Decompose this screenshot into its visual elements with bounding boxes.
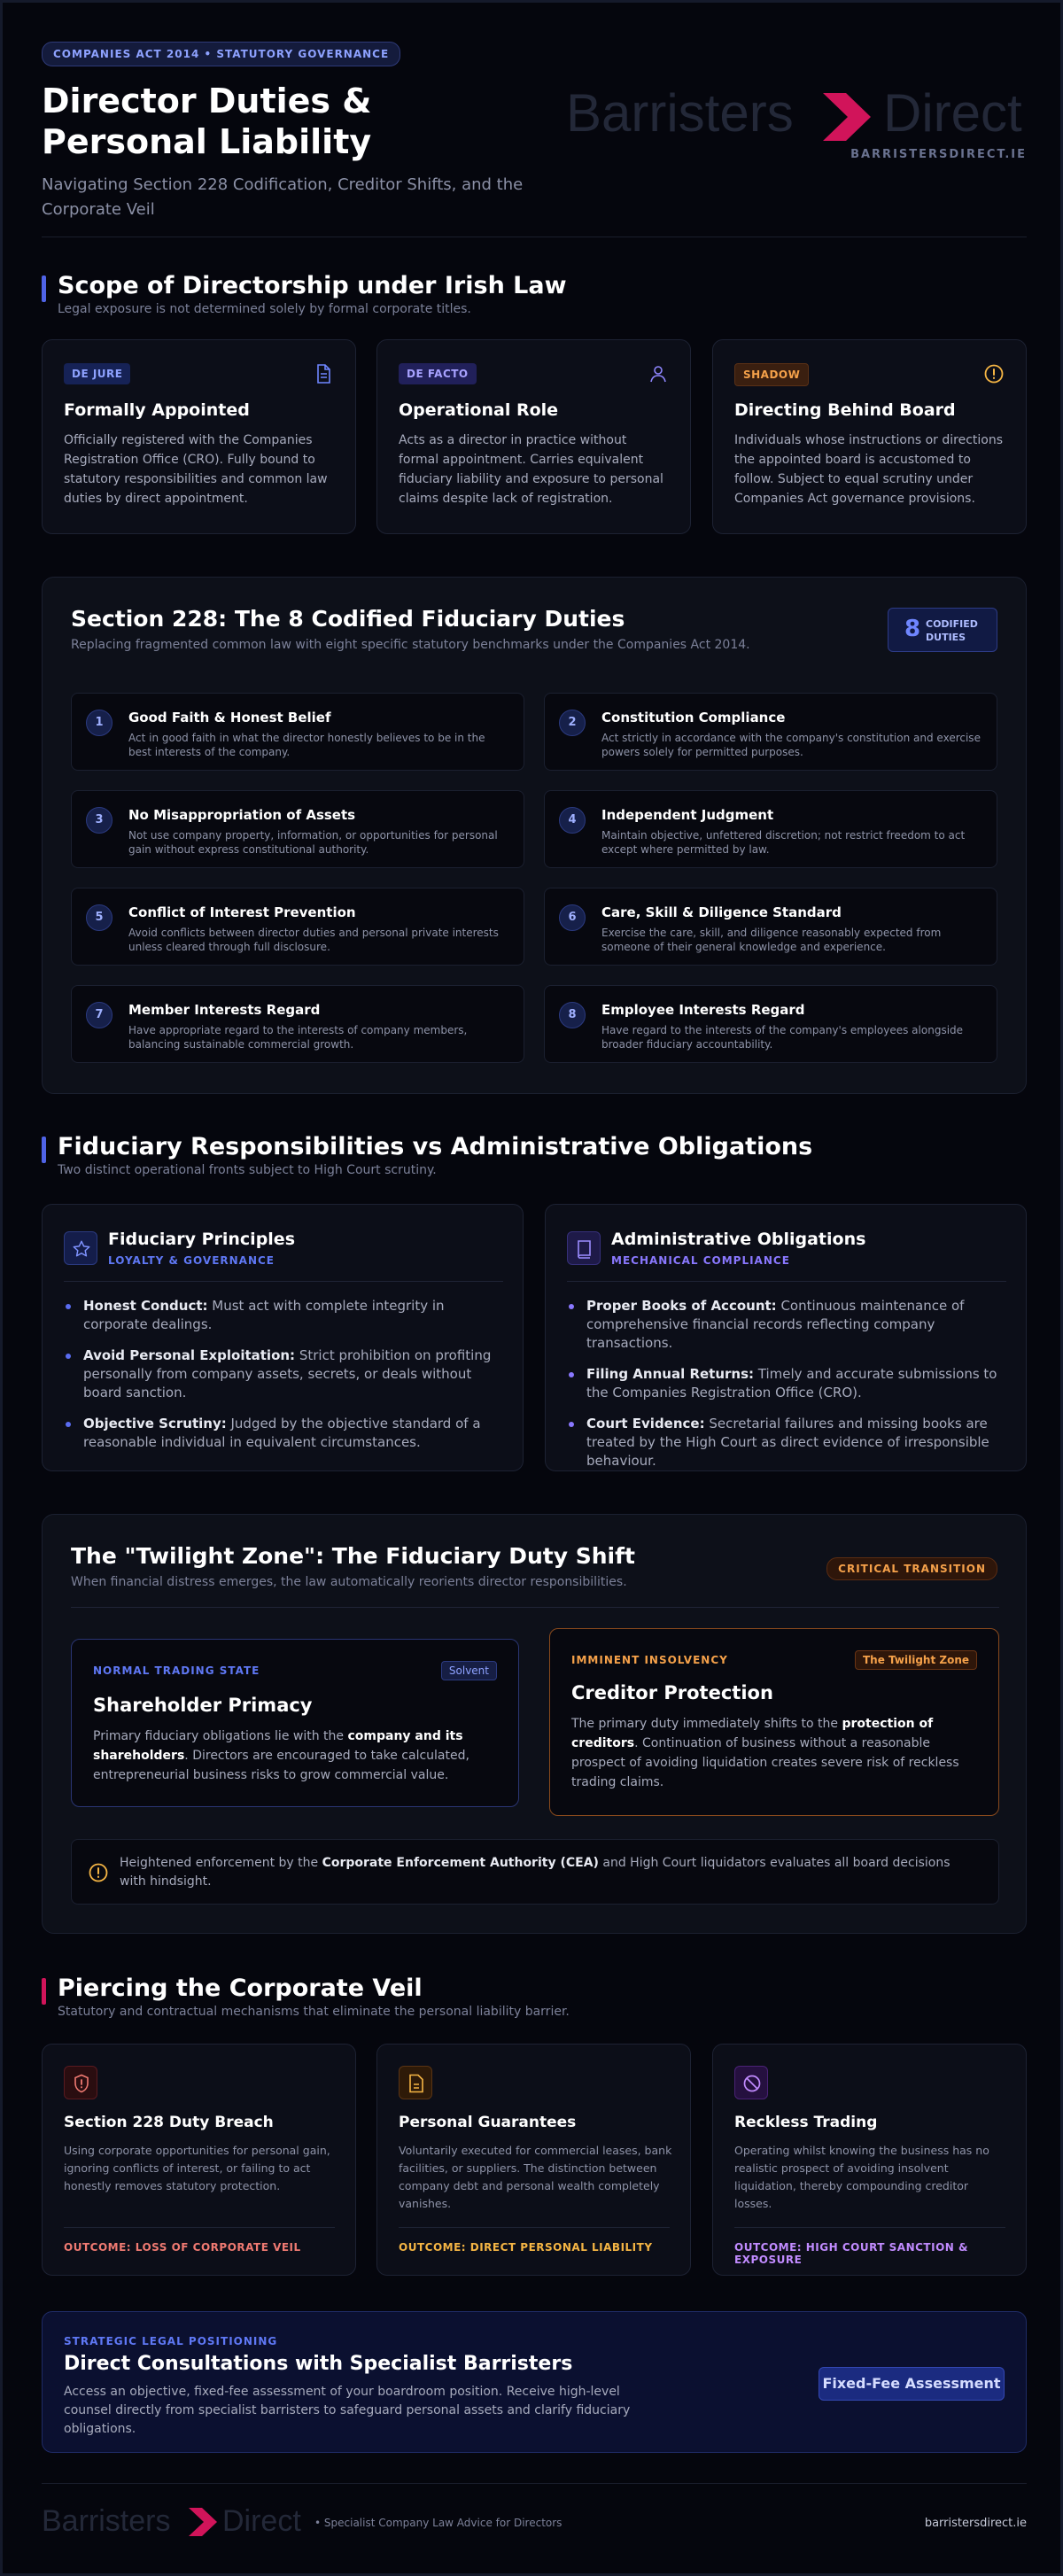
duty-item: [71, 985, 524, 1063]
card-text: Officially registered with the Companies Registration Office (CRO). Fully bound to statutory responsibilities and common law duties by direct appointment.: [64, 433, 328, 506]
panel-title: The "Twilight Zone": The Fiduciary Duty Shift: [71, 1543, 635, 1569]
shield-alert-icon: [73, 2074, 90, 2093]
card-text: Operating whilst knowing the business has no realistic prospect of avoiding insolvent liquidation, thereby compounding creditor losses.: [734, 2144, 989, 2210]
list-item: Court Evidence: Secretarial failures and missing books are treated by the High Court as direct evidence of irresponsible behaviour.: [567, 1415, 1010, 1470]
duty-title: Constitution Compliance: [601, 710, 786, 725]
duty-item: [71, 888, 524, 966]
chevron-logo-icon: [816, 89, 878, 144]
duty-number: 5: [86, 904, 113, 931]
duties-count-label-1: CODIFIED: [926, 618, 978, 630]
state-label: IMMINENT INSOLVENCY: [571, 1654, 728, 1666]
panel-title: Section 228: The 8 Codified Fiduciary Duties: [71, 606, 625, 632]
card-title: Formally Appointed: [64, 400, 250, 420]
duty-text: Not use company property, information, or opportunities for personal gain without express constitutional authority.: [128, 829, 498, 856]
duties-count: 8: [904, 616, 921, 642]
fiduciary-section-header: [42, 1133, 812, 1177]
duty-item: [544, 790, 997, 868]
list-item: Honest Conduct: Must act with complete integrity in corporate dealings.: [64, 1297, 507, 1334]
info-icon: [983, 363, 1005, 384]
card-divider: [64, 2227, 335, 2228]
card-title: Shareholder Primacy: [93, 1695, 313, 1716]
duty-number: 1: [86, 710, 113, 736]
logo-word-right: Direct: [883, 83, 1022, 143]
codified-duties-counter: [888, 608, 997, 652]
shadow-badge: SHADOW: [734, 363, 809, 386]
veil-section-header: [42, 1975, 570, 2019]
footer-url-link[interactable]: barristersdirect.ie: [924, 2517, 1027, 2530]
veil-card-personal-guarantees: [376, 2044, 691, 2276]
footer-tagline: • Specialist Company Law Advice for Directors: [314, 2517, 563, 2529]
duty-number: 4: [559, 807, 586, 834]
duties-count-label-2: DUTIES: [926, 632, 966, 643]
card-title: Operational Role: [399, 400, 559, 420]
critical-transition-badge: CRITICAL TRANSITION: [826, 1557, 997, 1580]
duty-item: [544, 985, 997, 1063]
de-facto-badge: DE FACTO: [399, 363, 477, 384]
footer-logo-left: Barristers: [42, 2504, 171, 2538]
list-item: Avoid Personal Exploitation: Strict prohibition on profiting personally from company assets, secrets, or deals without board sanction.: [64, 1346, 507, 1402]
duty-number: 2: [559, 710, 586, 736]
veil-card-duty-breach: [42, 2044, 356, 2276]
card-text: Acts as a director in practice without formal appointment. Carries equivalent fiduciary liability and exposure to personal claims despite lack of registration.: [399, 433, 663, 506]
footer-logo-right: Direct: [222, 2504, 301, 2538]
duty-text: Have regard to the interests of the company's employees alongside broader fiduciary accountability.: [601, 1024, 964, 1051]
outcome-label: OUTCOME: DIRECT PERSONAL LIABILITY: [399, 2241, 653, 2254]
duty-title: Member Interests Regard: [128, 1002, 321, 1018]
book-icon-box: [567, 1231, 601, 1265]
shareholder-primacy-card: [71, 1639, 519, 1807]
footer-divider: [42, 2483, 1027, 2484]
note-text: Heightened enforcement by the Corporate Enforcement Authority (CEA) and High Court liquidators evaluates all board decisions with hindsight.: [120, 1856, 950, 1889]
admin-list: [567, 1297, 1010, 1483]
card-title: Section 228 Duty Breach: [64, 2114, 274, 2131]
duty-title: No Misappropriation of Assets: [128, 807, 356, 823]
card-text: Voluntarily executed for commercial leases, bank facilities, or suppliers. The distinction between company debt and personal wealth completely vanishes.: [399, 2144, 672, 2210]
card-title: Administrative Obligations: [611, 1230, 866, 1249]
fixed-fee-assessment-button[interactable]: Fixed-Fee Assessment: [819, 2367, 1005, 2401]
book-icon: [576, 1239, 594, 1259]
card-title: Fiduciary Principles: [108, 1230, 296, 1249]
page-title: Director Duties & Personal Liability: [42, 81, 372, 161]
duty-title: Conflict of Interest Prevention: [128, 904, 356, 920]
cta-label: STRATEGIC LEGAL POSITIONING: [64, 2335, 278, 2347]
duty-item: [71, 790, 524, 868]
section-accent-bar: [42, 1978, 46, 2005]
duty-title: Care, Skill & Diligence Standard: [601, 904, 842, 920]
page-subtitle: Navigating Section 228 Codification, Creditor Shifts, and the Corporate Veil: [42, 175, 524, 219]
outcome-label: OUTCOME: LOSS OF CORPORATE VEIL: [64, 2241, 301, 2254]
section-accent-bar: [42, 275, 46, 302]
cta-title: Direct Consultations with Specialist Barristers: [64, 2353, 573, 2375]
solvent-tag: Solvent: [441, 1661, 497, 1680]
section-title: Piercing the Corporate Veil: [58, 1975, 423, 2002]
prohibited-icon-box: [734, 2066, 768, 2099]
alert-icon: [88, 1862, 109, 1883]
de-jure-badge: DE JURE: [64, 363, 130, 384]
twilight-zone-panel: [42, 1514, 1027, 1934]
scope-card-shadow: [712, 339, 1027, 534]
card-title: Directing Behind Board: [734, 400, 956, 420]
card-divider: [64, 1281, 503, 1282]
fiduciary-principles-card: [42, 1204, 524, 1471]
cta-text: Access an objective, fixed-fee assessment of your boardroom position. Receive high-level counsel directly from specialist barristers to safeguard personal assets and clarify fiduciary obligations.: [64, 2385, 631, 2436]
category-pill: COMPANIES ACT 2014 • STATUTORY GOVERNANCE: [42, 42, 400, 66]
card-text: Primary fiduciary obligations lie with the company and its shareholders. Directors are encouraged to take calculated, entrepreneurial business risks to grow commercial value.: [93, 1729, 469, 1782]
list-item: Proper Books of Account: Continuous maintenance of comprehensive financial records reflecting company transactions.: [567, 1297, 1010, 1353]
duty-text: Exercise the care, skill, and diligence reasonably expected from someone of their general knowledge and experience.: [601, 927, 942, 953]
consultation-cta: [42, 2311, 1027, 2453]
section-subtitle: Legal exposure is not determined solely by formal corporate titles.: [58, 302, 471, 316]
panel-divider: [71, 1607, 999, 1608]
duty-item: [544, 693, 997, 771]
duty-number: 6: [559, 904, 586, 931]
card-divider: [567, 1281, 1006, 1282]
list-item: Objective Scrutiny: Judged by the objective standard of a reasonable individual in equivalent circumstances.: [64, 1415, 507, 1452]
duty-text: Have appropriate regard to the interests of company members, balancing sustainable commercial growth.: [128, 1024, 468, 1051]
administrative-obligations-card: [545, 1204, 1027, 1471]
page-header: [42, 42, 1027, 222]
card-title: Reckless Trading: [734, 2114, 878, 2131]
section-subtitle: Two distinct operational fronts subject to High Court scrutiny.: [58, 1163, 437, 1177]
veil-card-reckless-trading: [712, 2044, 1027, 2276]
outcome-label: OUTCOME: HIGH COURT SANCTION & EXPOSURE: [734, 2241, 968, 2266]
duty-number: 8: [559, 1002, 586, 1028]
document-icon: [313, 363, 334, 384]
section-accent-bar: [42, 1137, 46, 1163]
card-divider: [399, 2227, 670, 2228]
duty-text: Act in good faith in what the director honestly believes to be in the best interests of the company.: [128, 732, 485, 758]
panel-subtitle: Replacing fragmented common law with eight specific statutory benchmarks under the Companies Act 2014.: [71, 638, 750, 652]
duty-text: Act strictly in accordance with the company's constitution and exercise powers solely for permitted purposes.: [601, 732, 981, 758]
file-icon-box: [399, 2066, 432, 2099]
twilight-zone-tag: The Twilight Zone: [855, 1650, 977, 1670]
star-icon: [72, 1239, 91, 1259]
file-icon: [408, 2074, 424, 2093]
scope-section-header: [42, 272, 567, 316]
card-title: Creditor Protection: [571, 1682, 773, 1703]
card-title: Personal Guarantees: [399, 2114, 577, 2131]
section-title: Fiduciary Responsibilities vs Administrative Obligations: [58, 1133, 813, 1160]
duty-title: Independent Judgment: [601, 807, 774, 823]
duty-title: Good Faith & Honest Belief: [128, 710, 331, 725]
chevron-logo-icon: [185, 2506, 221, 2538]
section-title: Scope of Directorship under Irish Law: [58, 272, 567, 299]
duty-text: Maintain objective, unfettered discretion; not restrict freedom to act except where permitted by law.: [601, 829, 966, 856]
card-text: Using corporate opportunities for personal gain, ignoring conflicts of interest, or failing to act honestly removes statutory protection.: [64, 2144, 330, 2192]
fiduciary-list: [64, 1297, 507, 1464]
card-text: Individuals whose instructions or directions the appointed board is accustomed to follow. Subject to equal scrutiny under Companies Act governance provisions.: [734, 433, 1004, 506]
section-228-panel: [42, 577, 1027, 1094]
scope-card-de-jure: [42, 339, 356, 534]
state-label: NORMAL TRADING STATE: [93, 1664, 260, 1677]
logo-word-left: Barristers: [566, 83, 794, 143]
duty-number: 3: [86, 807, 113, 834]
creditor-protection-card: [549, 1628, 999, 1816]
page-footer: [42, 2502, 1027, 2545]
section-subtitle: Statutory and contractual mechanisms that eliminate the personal liability barrier.: [58, 2005, 570, 2019]
brand-logo[interactable]: [566, 82, 1027, 153]
duty-number: 7: [86, 1002, 113, 1028]
panel-subtitle: When financial distress emerges, the law automatically reorients director responsibilities.: [71, 1575, 627, 1589]
user-icon: [648, 363, 669, 384]
duty-item: [71, 693, 524, 771]
duty-text: Avoid conflicts between director duties and personal private interests unless cleared through full disclosure.: [128, 927, 499, 953]
duty-title: Employee Interests Regard: [601, 1002, 805, 1018]
list-item: Filing Annual Returns: Timely and accurate submissions to the Companies Registration Office (CRO).: [567, 1365, 1010, 1402]
card-text: The primary duty immediately shifts to the protection of creditors. Continuation of business without a reasonable prospect of avoiding liquidation creates severe risk of reckless trading claims.: [571, 1717, 959, 1789]
card-divider: [734, 2227, 1005, 2228]
footer-logo[interactable]: [42, 2502, 307, 2545]
star-icon-box: [64, 1231, 97, 1265]
enforcement-note: [71, 1839, 999, 1905]
card-tag: MECHANICAL COMPLIANCE: [611, 1254, 790, 1267]
shield-alert-icon-box: [64, 2066, 97, 2099]
scope-card-de-facto: [376, 339, 691, 534]
card-tag: LOYALTY & GOVERNANCE: [108, 1254, 275, 1267]
duty-item: [544, 888, 997, 966]
prohibited-icon: [742, 2074, 762, 2093]
logo-url[interactable]: BARRISTERSDIRECT.IE: [850, 148, 1027, 161]
